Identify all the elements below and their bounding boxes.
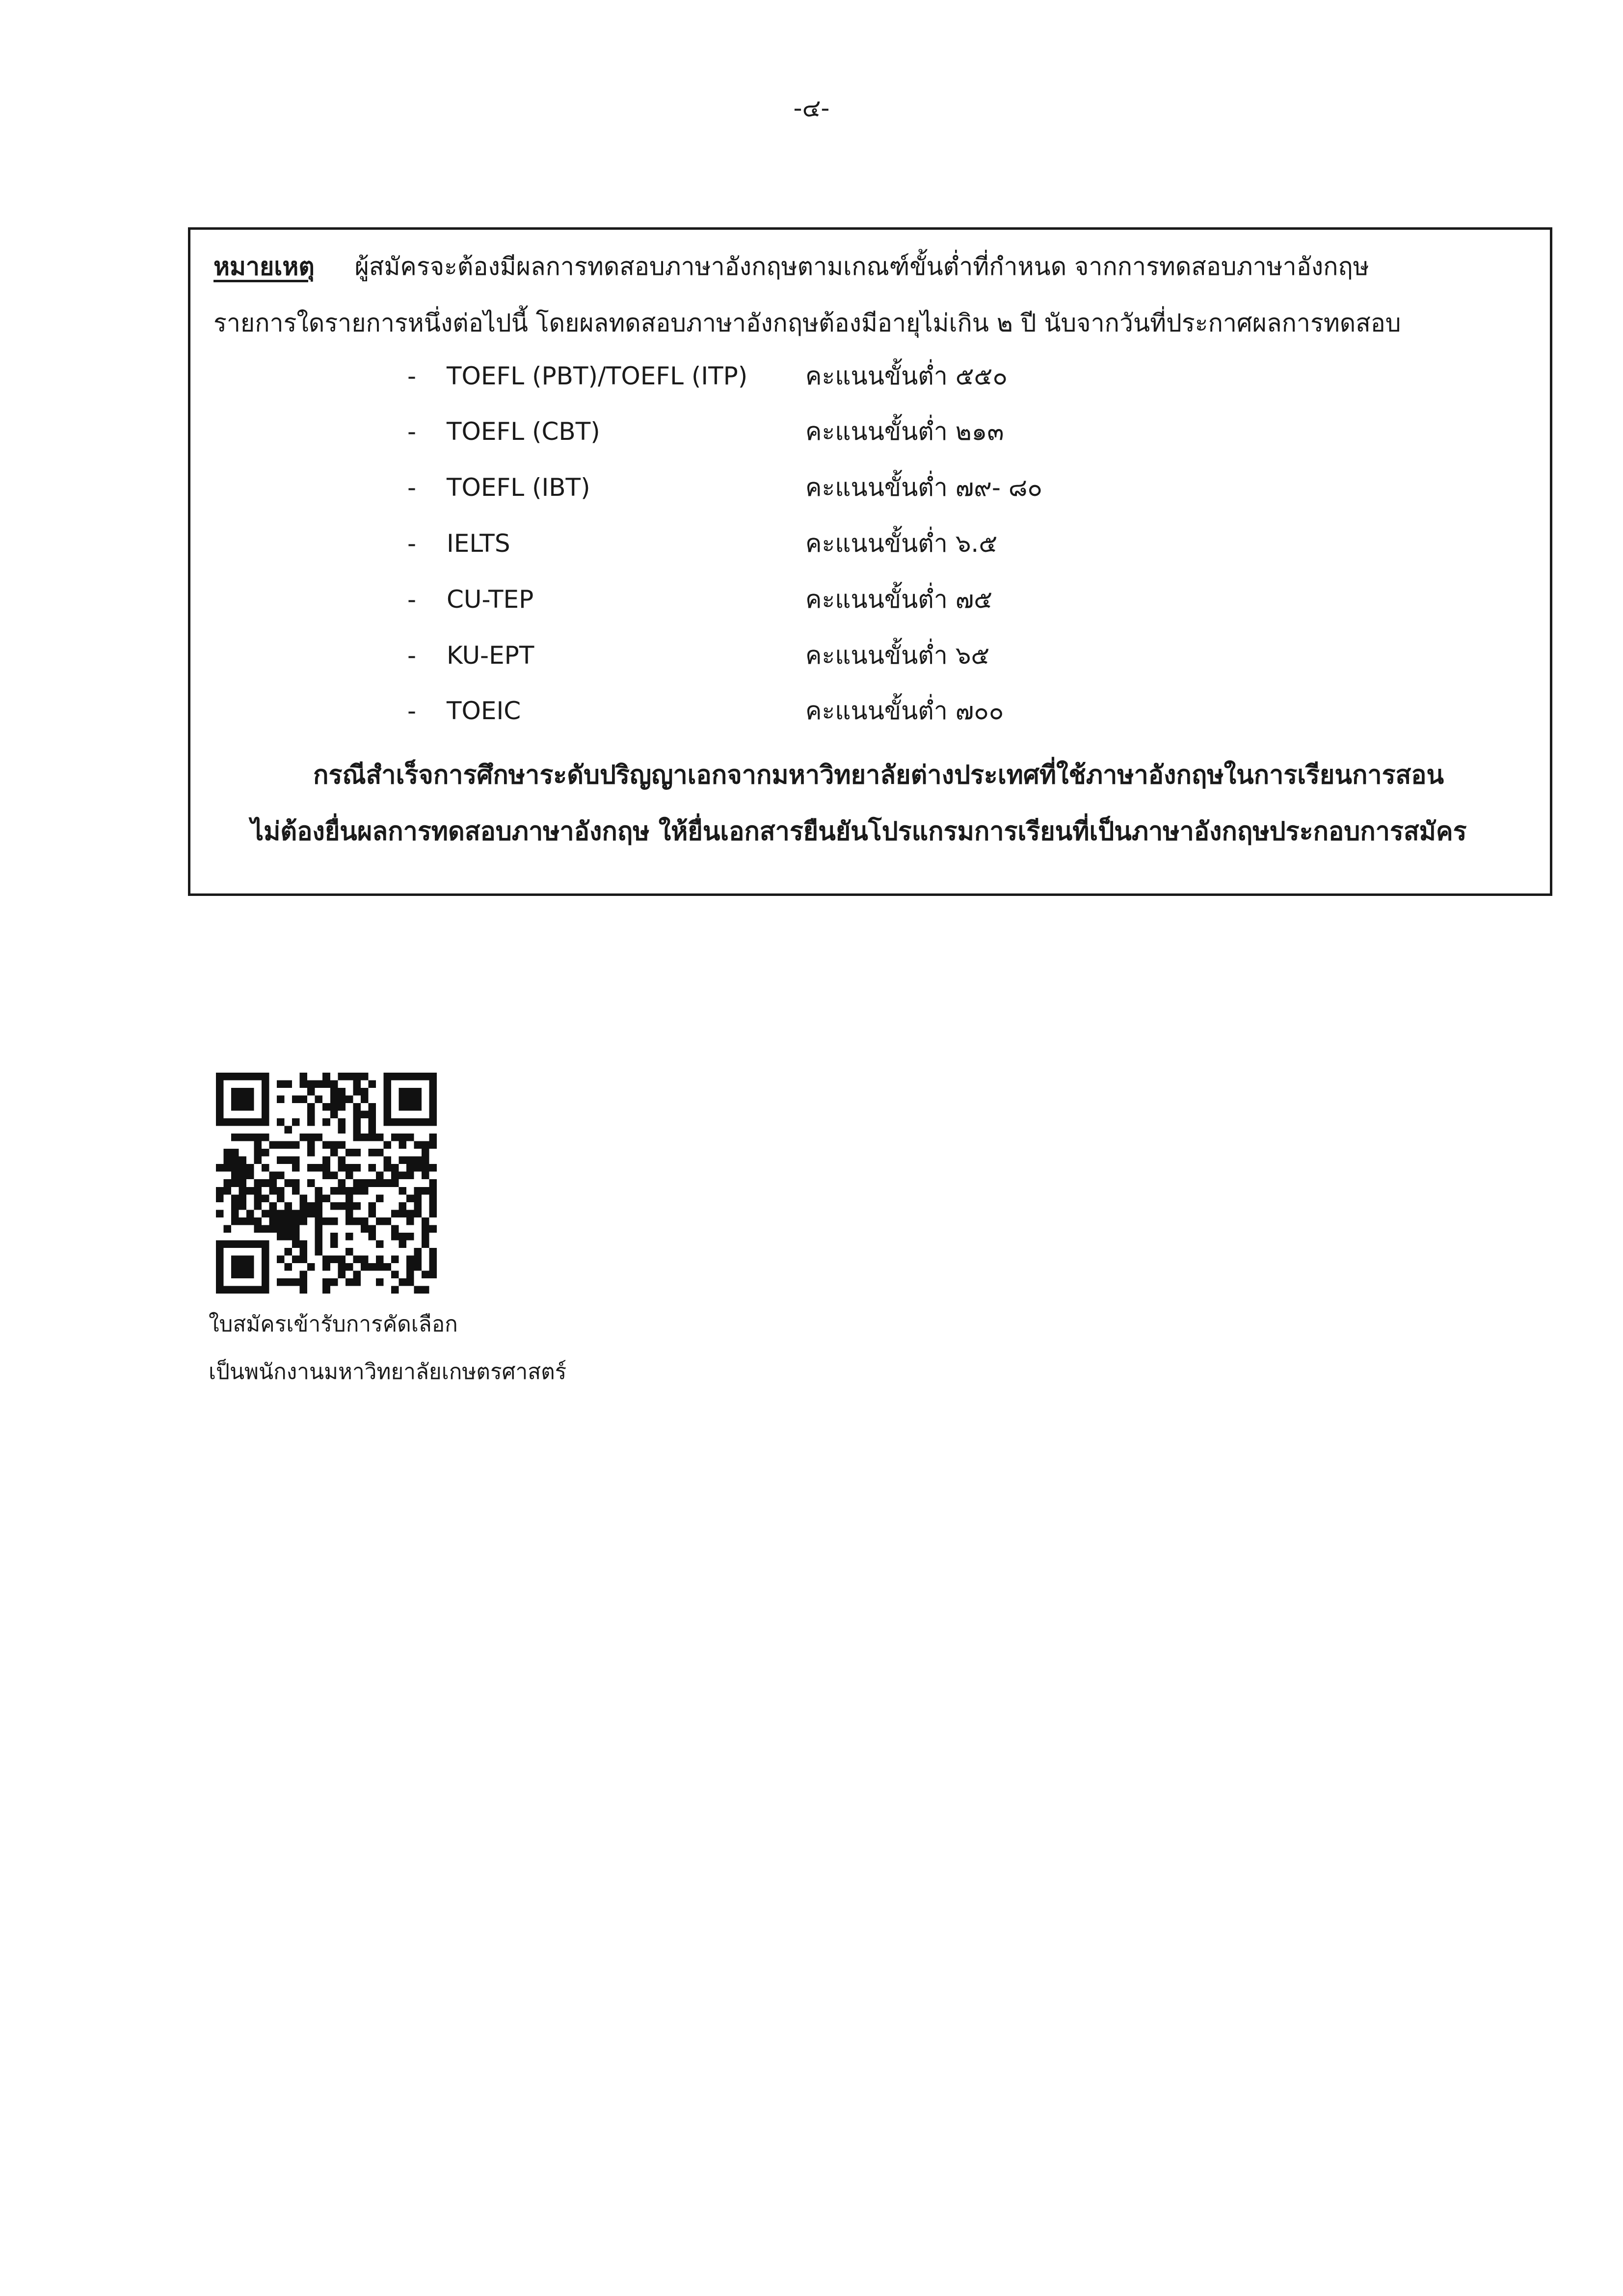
test-name: TOEFL (PBT)/TOEFL (ITP) bbox=[447, 362, 748, 390]
qr-caption-line-1: ใบสมัครเข้ารับการคัดเลือก bbox=[209, 1312, 458, 1337]
list-dash: - bbox=[407, 473, 417, 502]
qr-code-icon[interactable] bbox=[216, 1073, 437, 1294]
note-line-1 bbox=[213, 249, 1369, 284]
list-dash: - bbox=[407, 529, 417, 558]
note-line-1-text: ผู้สมัครจะต้องมีผลการทดสอบภาษาอังกฤษตามเกณฑ์ขั้นต่ำที่กำหนด จากการทดสอบภาษาอังกฤษ bbox=[354, 252, 1369, 281]
test-name: TOEFL (CBT) bbox=[447, 417, 600, 446]
note-box bbox=[188, 227, 1552, 896]
test-name: KU-EPT bbox=[447, 641, 534, 670]
qr-caption-line-2: เป็นพนักงานมหาวิทยาลัยเกษตรศาสตร์ bbox=[209, 1359, 567, 1384]
list-dash: - bbox=[407, 417, 417, 446]
list-dash: - bbox=[407, 641, 417, 670]
test-name: CU-TEP bbox=[447, 585, 534, 614]
test-score: คะแนนขั้นต่ำ ๗๐๐ bbox=[805, 697, 1004, 725]
test-score: คะแนนขั้นต่ำ ๖.๕ bbox=[805, 529, 998, 558]
page-number: -๔- bbox=[793, 94, 830, 122]
test-name: TOEFL (IBT) bbox=[447, 473, 590, 502]
test-score: คะแนนขั้นต่ำ ๖๕ bbox=[805, 641, 990, 670]
list-dash: - bbox=[407, 362, 417, 390]
test-score: คะแนนขั้นต่ำ ๗๙- ๘๐ bbox=[805, 473, 1042, 502]
closing-line-2: ไม่ต้องยื่นผลการทดสอบภาษาอังกฤษ ให้ยื่นเอกสารยืนยันโปรแกรมการเรียนที่เป็นภาษาอังกฤษประกอบการสมัคร bbox=[251, 817, 1467, 846]
test-score: คะแนนขั้นต่ำ ๕๕๐ bbox=[805, 362, 1008, 390]
note-line-2: รายการใดรายการหนึ่งต่อไปนี้ โดยผลทดสอบภาษาอังกฤษต้องมีอายุไม่เกิน ๒ ปี นับจากวันที่ประกาศผลการทดสอบ bbox=[213, 309, 1401, 337]
closing-line-1: กรณีสำเร็จการศึกษาระดับปริญญาเอกจากมหาวิทยาลัยต่างประเทศที่ใช้ภาษาอังกฤษในการเรียนการสอน bbox=[313, 760, 1444, 790]
test-name: TOEIC bbox=[447, 697, 521, 725]
test-score: คะแนนขั้นต่ำ ๒๑๓ bbox=[805, 417, 1004, 446]
test-score: คะแนนขั้นต่ำ ๗๕ bbox=[805, 585, 993, 614]
test-name: IELTS bbox=[447, 529, 510, 558]
list-dash: - bbox=[407, 585, 417, 614]
note-label: หมายเหตุ bbox=[213, 252, 315, 281]
list-dash: - bbox=[407, 697, 417, 725]
